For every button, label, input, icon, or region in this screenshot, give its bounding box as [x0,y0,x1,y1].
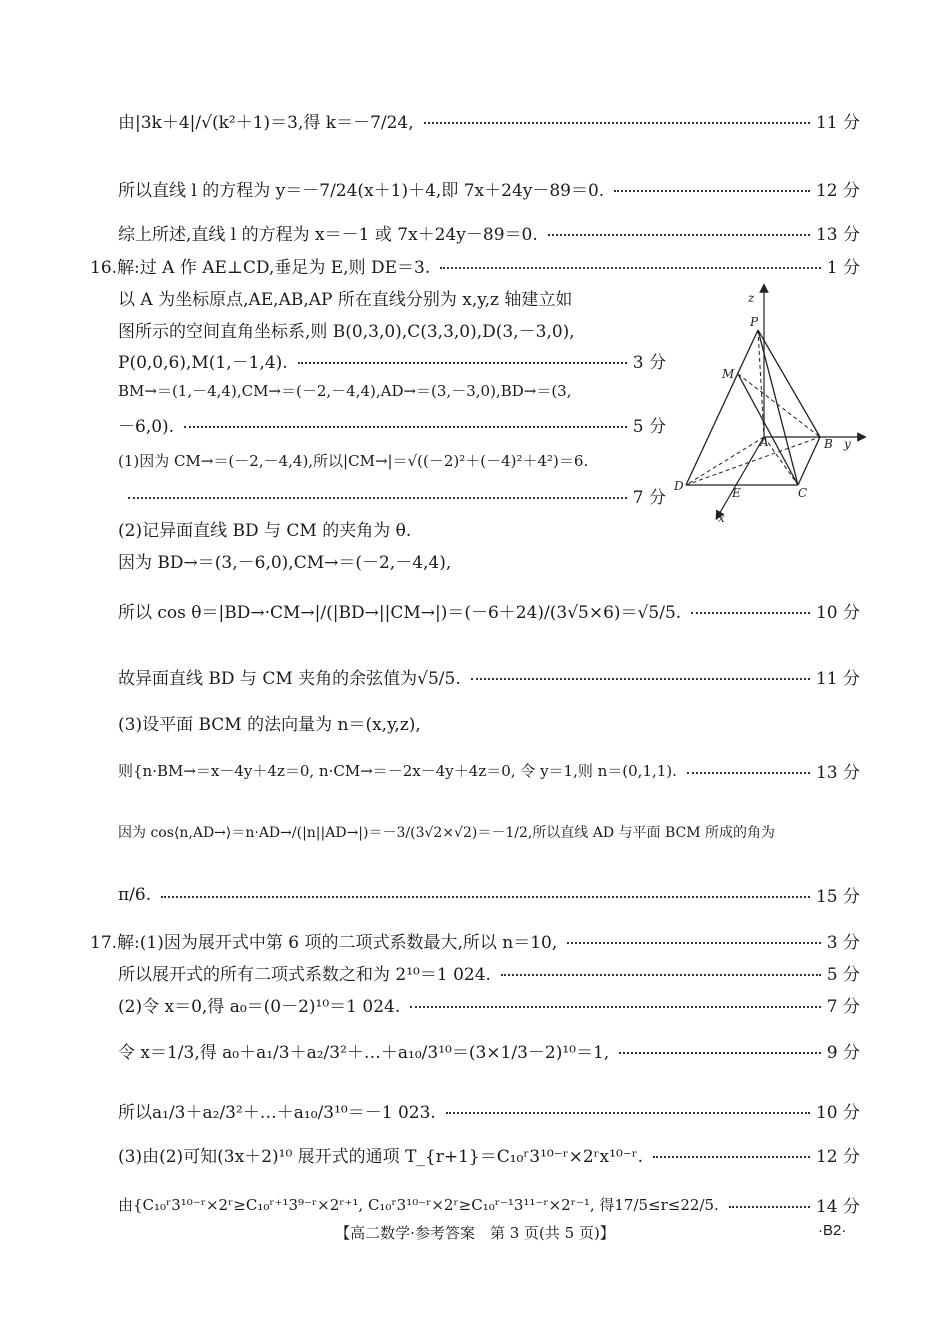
line-9 [118,450,666,471]
label-a: A [760,435,769,449]
line-12-text: 因为 BD→＝(3,－6,0),CM→＝(－2,－4,4), [118,553,452,573]
line-22 [118,1038,860,1063]
label-c: C [798,486,808,500]
line-15-text: (3)设平面 BCM 的法向量为 n＝(x,y,z), [118,715,421,735]
dot-leader [501,974,821,976]
line-3 [90,253,860,278]
line-6-text: P(0,0,6),M(1,－1,4). [118,353,288,373]
line-24-text: (3)由(2)可知(3x＋2)¹⁰ 展开式的通项 T_{r+1}＝C₁₀ʳ3¹⁰⁻ʳ×2ʳx¹⁰⁻ʳ. [118,1147,644,1167]
dot-leader [424,122,810,124]
version-tag: ·B2· [818,1222,847,1239]
label-z: z [748,291,755,305]
line-23 [118,1098,860,1123]
line-15 [118,710,860,735]
score: 3 分 [826,933,860,953]
line-2 [118,220,860,245]
label-m: M [722,367,735,381]
line-4-text: 以 A 为坐标原点,AE,AB,AP 所在直线分别为 x,y,z 轴建立如 [118,290,573,310]
line-19 [90,928,860,953]
score: 11 分 [815,113,860,133]
line-1 [118,176,860,201]
line-2-text: 综上所述,直线 l 的方程为 x＝－1 或 7x＋24y－89＝0. [118,225,538,245]
label-x: x [718,511,725,525]
label-b: B [824,437,833,451]
score: 13 分 [815,225,860,245]
score: 1 分 [826,258,860,278]
line-8 [118,412,666,437]
line-11 [118,516,860,541]
line-10 [118,483,666,508]
line-3-text: 16.解:过 A 作 AE⊥CD,垂足为 E,则 DE＝3. [90,258,431,278]
score: 10 分 [815,1103,860,1123]
score: 7 分 [632,488,666,508]
dot-leader [471,678,810,680]
line-7-text: BM→＝(1,－4,4),CM→＝(－2,－4,4),AD→＝(3,－3,0),BD→＝(3, [118,382,572,400]
score: 9 分 [826,1043,860,1063]
line-22-text: 令 x＝1/3,得 a₀＋a₁/3＋a₂/3²＋…＋a₁₀/3¹⁰＝(3×1/3－2)¹⁰＝1, [118,1043,610,1063]
dot-leader [729,1206,810,1208]
label-y: y [844,437,851,451]
edge-pb [758,330,820,437]
dot-leader [687,772,810,774]
edge-mc [738,374,798,485]
dot-leader [653,1156,810,1158]
line-25 [118,1192,860,1217]
line-20 [118,960,860,985]
pyramid-figure [672,282,872,527]
score: 12 分 [815,181,860,201]
label-e: E [732,486,741,500]
dot-leader [548,234,810,236]
line-5-text: 图所示的空间直角坐标系,则 B(0,3,0),C(3,3,0),D(3,－3,0), [118,322,575,342]
line-21 [118,992,860,1017]
line-5 [118,317,666,342]
dot-leader [446,1112,810,1114]
page-footer: 【高二数学·参考答案 第 3 页(共 5 页)】 [335,1224,615,1242]
line-14-text: 故异面直线 BD 与 CM 夹角的余弦值为√5/5. [118,669,461,689]
line-8-text: －6,0). [118,417,175,437]
line-23-text: 所以a₁/3＋a₂/3²＋…＋a₁₀/3¹⁰＝－1 023. [118,1103,436,1123]
label-p: P [750,315,759,329]
line-13-text: 所以 cos θ＝|BD→·CM→|/(|BD→||CM→|)＝(－6＋24)/(3√5×6)＝√5/5. [118,603,682,623]
score: 13 分 [815,763,860,783]
line-0 [118,108,860,133]
edge-pa [758,330,764,437]
dot-leader [567,942,821,944]
line-16 [118,758,860,783]
edge-db [686,437,820,485]
score: 14 分 [815,1197,860,1217]
score: 15 分 [815,887,860,907]
line-21-text: (2)令 x＝0,得 a₀＝(0－2)¹⁰＝1 024. [118,997,401,1017]
line-6 [118,348,666,373]
line-1-text: 所以直线 l 的方程为 y＝－7/24(x＋1)＋4,即 7x＋24y－89＝0. [118,181,605,201]
dot-leader [691,612,810,614]
dot-leader [410,1006,821,1008]
line-16-text: 则{n·BM→＝x－4y＋4z＝0, n·CM→＝－2x－4y＋4z＝0, 令 y＝1,则 n＝(0,1,1). [118,762,677,780]
line-18-text: π/6. [118,884,152,905]
edge-pd [686,330,758,485]
line-7 [118,380,666,401]
line-12 [118,548,860,573]
score: 7 分 [826,997,860,1017]
dot-leader [184,426,627,428]
score: 5 分 [632,417,666,437]
score: 11 分 [815,669,860,689]
label-d: D [674,479,684,493]
line-13 [118,598,860,623]
dot-leader [128,497,627,499]
score: 12 分 [815,1147,860,1167]
line-17-text: 因为 cos⟨n,AD→⟩＝n·AD→/(|n||AD→|)＝－3/(3√2×√2)＝－1/2,所以直线 AD 与平面 BCM 所成的角为 [118,825,776,841]
score: 3 分 [632,353,666,373]
line-18 [118,882,860,907]
edge-ac [764,437,798,485]
line-24 [118,1142,860,1167]
dot-leader [440,267,821,269]
line-25-text: 由{C₁₀ʳ3¹⁰⁻ʳ×2ʳ≥C₁₀ʳ⁺¹3⁹⁻ʳ×2ʳ⁺¹, C₁₀ʳ3¹⁰⁻ʳ×2ʳ≥C₁₀ʳ⁻¹3¹¹⁻ʳ×2ʳ⁻¹, 得17/5≤r≤22/5. [118,1196,719,1214]
score: 5 分 [826,965,860,985]
line-17 [118,822,860,842]
dot-leader [161,896,810,898]
line-20-text: 所以展开式的所有二项式系数之和为 2¹⁰＝1 024. [118,965,491,985]
score: 10 分 [815,603,860,623]
line-0-text: 由|3k＋4|/√(k²＋1)＝3,得 k＝－7/24, [118,113,414,133]
dot-leader [614,190,810,192]
line-9-text: (1)因为 CM→＝(－2,－4,4),所以|CM→|＝√((－2)²＋(－4)²＋4²)＝6. [118,452,589,470]
line-14 [118,664,860,689]
line-19-text: 17.解:(1)因为展开式中第 6 项的二项式系数最大,所以 n＝10, [90,933,558,953]
dot-leader [298,362,627,364]
x-axis [718,437,764,516]
line-4 [118,285,666,310]
line-11-text: (2)记异面直线 BD 与 CM 的夹角为 θ. [118,521,412,541]
dot-leader [619,1052,821,1054]
edge-mb [738,374,820,437]
